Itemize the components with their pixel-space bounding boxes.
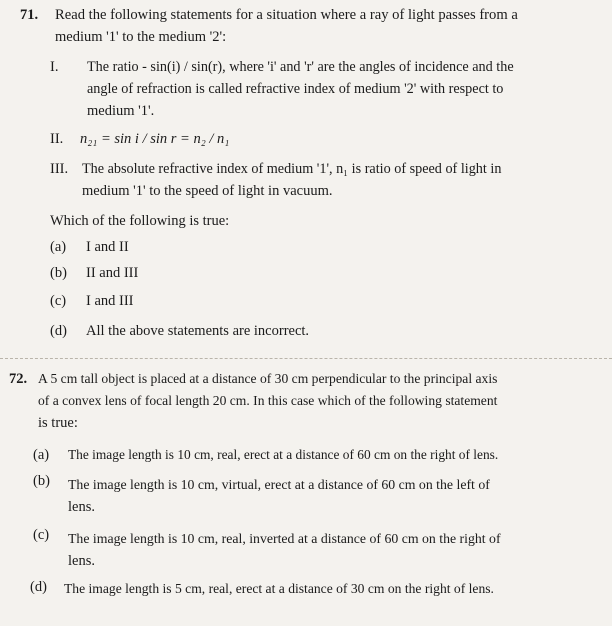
q71-intro-line1: Read the following statements for a situation where a ray of light passes from a — [55, 7, 518, 23]
q71-intro-line2: medium '1' to the medium '2': — [55, 29, 227, 45]
q71-statement-label-1: I. — [50, 59, 59, 75]
q71-statement-label-3: III. — [50, 161, 69, 177]
q71-option-d-text: All the above statements are incorrect. — [86, 323, 310, 339]
q72-option-a-line1: The image length is 10 cm, real, erect at a distance of 60 cm on the right of lens. — [68, 447, 499, 462]
q72-option-d-line1: The image length is 5 cm, real, erect at a distance of 30 cm on the right of lens. — [64, 581, 494, 596]
q71-option-a-label: (a) — [50, 239, 67, 255]
q71-question: Which of the following is true: — [50, 213, 230, 229]
q72-option-d-label: (d) — [30, 579, 47, 595]
q71-statement-3-line1: The absolute refractive index of medium '1', n₁ is ratio of speed of light in — [82, 161, 502, 177]
q71-statement-1-line2: angle of refraction is called refractive index of medium '2' with respect to — [87, 81, 504, 97]
q72-option-b-line1: The image length is 10 cm, virtual, erect at a distance of 60 cm on the left of — [68, 477, 490, 492]
q72-option-c-line2: lens. — [68, 553, 95, 569]
q71-statement-3-line2: medium '1' to the speed of light in vacuum. — [82, 183, 333, 199]
q72-option-b-label: (b) — [33, 473, 50, 489]
q72-option-c-label: (c) — [33, 527, 50, 543]
question-divider — [0, 358, 612, 359]
q71-number: 71. — [20, 7, 39, 23]
q71-option-b-label: (b) — [50, 265, 67, 281]
q71-option-c-label: (c) — [50, 293, 67, 309]
q72-intro-line1: A 5 cm tall object is placed at a distance of 30 cm perpendicular to the principal axis — [38, 371, 498, 386]
q72-intro-line3: is true: — [38, 415, 78, 431]
q71-option-a-text: I and II — [86, 239, 129, 255]
q71-option-c-text: I and III — [86, 293, 134, 309]
q72-option-a-label: (a) — [33, 447, 50, 463]
q71-statement-2-line1: n₂₁ = sin i / sin r = n₂ / n₁ — [80, 131, 230, 147]
q71-option-d-label: (d) — [50, 323, 67, 339]
q71-option-b-text: II and III — [86, 265, 139, 281]
q71-statement-1-line3: medium '1'. — [87, 103, 155, 119]
q72-option-c-line1: The image length is 10 cm, real, inverted at a distance of 60 cm on the right of — [68, 531, 501, 546]
q71-statement-1-line1: The ratio - sin(i) / sin(r), where 'i' and 'r' are the angles of incidence and the — [87, 59, 514, 75]
q71-statement-label-2: II. — [50, 131, 64, 147]
q72-option-b-line2: lens. — [68, 499, 95, 515]
q72-intro-line2: of a convex lens of focal length 20 cm. In this case which of the following statement — [38, 393, 498, 408]
q72-number: 72. — [9, 371, 28, 387]
